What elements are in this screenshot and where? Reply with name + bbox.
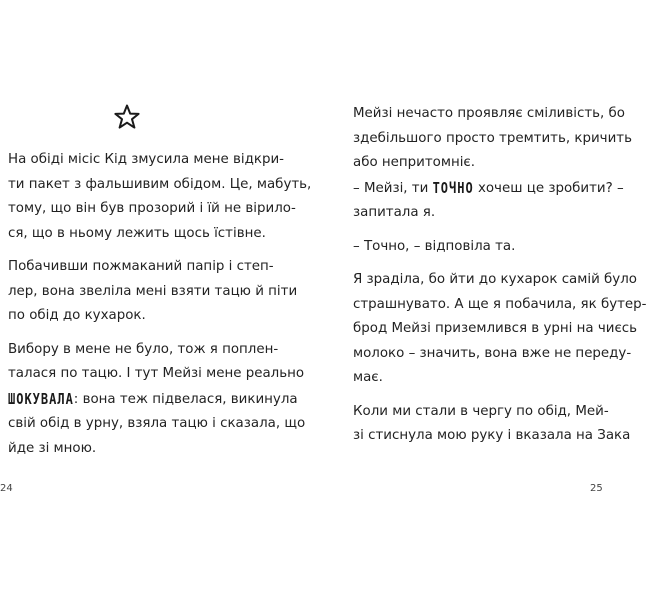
- text-line: по обід до кухарок.: [8, 308, 146, 323]
- text-line: – Точно, – відповіла та.: [353, 238, 516, 254]
- text-fragment: хочеш це зробити? –: [473, 180, 624, 196]
- text-line: Побачивши пожмаканий папір і степ-: [8, 259, 274, 274]
- text-line: Коли ми стали в чергу по обід, Мей-: [353, 403, 609, 419]
- paragraph: [353, 268, 647, 391]
- text-line: запитала я.: [353, 205, 436, 220]
- text-line: має.: [353, 370, 383, 385]
- star-icon: [113, 103, 141, 131]
- page-number: 25: [590, 483, 603, 494]
- text-line: здебільшого просто тремтить, кричить: [353, 130, 632, 146]
- text-line: зі стиснула мою руку і вказала на Зака: [353, 428, 631, 443]
- text-line: ти пакет з фальшивим обідом. Це, мабуть,: [8, 176, 312, 192]
- text-line: страшнувато. А ще я побачила, як бутер-: [353, 296, 647, 312]
- text-line: молоко – значить, вона вже не переду-: [353, 345, 632, 361]
- text-line: Я зраділа, бо йти до кухарок самій було: [353, 272, 637, 287]
- left-page: [0, 0, 312, 600]
- paragraph: [353, 102, 632, 176]
- text-fragment: – Мейзі, ти: [353, 180, 433, 196]
- text-line: свій обід в урну, взяла тацю і сказала, що: [8, 416, 306, 431]
- paragraph: [8, 148, 312, 246]
- emphasis-word: ТОЧНО: [432, 178, 474, 197]
- paragraph: [8, 338, 306, 462]
- emphasis-word: ШОКУВАЛА: [8, 389, 74, 408]
- paragraph: [353, 176, 624, 226]
- paragraph: [353, 235, 598, 260]
- text-line: лер, вона звеліла мені взяти тацю й піти: [8, 283, 298, 299]
- text-line: талася по тацю. І тут Мейзі мене реально: [8, 366, 305, 381]
- text-line: тому, що він був прозорий і їй не вірило-: [8, 201, 296, 216]
- page-number: 24: [0, 483, 13, 494]
- text-line: [8, 387, 298, 413]
- text-line: На обіді місіс Кід змусила мене відкри-: [8, 152, 285, 167]
- paragraph: [8, 255, 298, 329]
- right-body-text: [353, 102, 647, 458]
- left-body-text: [8, 148, 312, 470]
- text-line: ся, що в ньому лежить щось їстівне.: [8, 225, 266, 241]
- text-line: Мейзі нечасто проявляє сміливість, бо: [353, 106, 626, 121]
- paragraph: [353, 400, 631, 449]
- right-page: [300, 0, 647, 600]
- text-line: йде зі мною.: [8, 440, 97, 456]
- text-line: Вибору в мене не було, тож я поплен-: [8, 341, 279, 357]
- text-line: брод Мейзі приземлився в урні на чиєсь: [353, 321, 638, 336]
- text-line: [353, 176, 624, 202]
- text-line: або непритомніє.: [353, 155, 476, 170]
- text-fragment: : вона теж підвелася, викинула: [73, 391, 298, 407]
